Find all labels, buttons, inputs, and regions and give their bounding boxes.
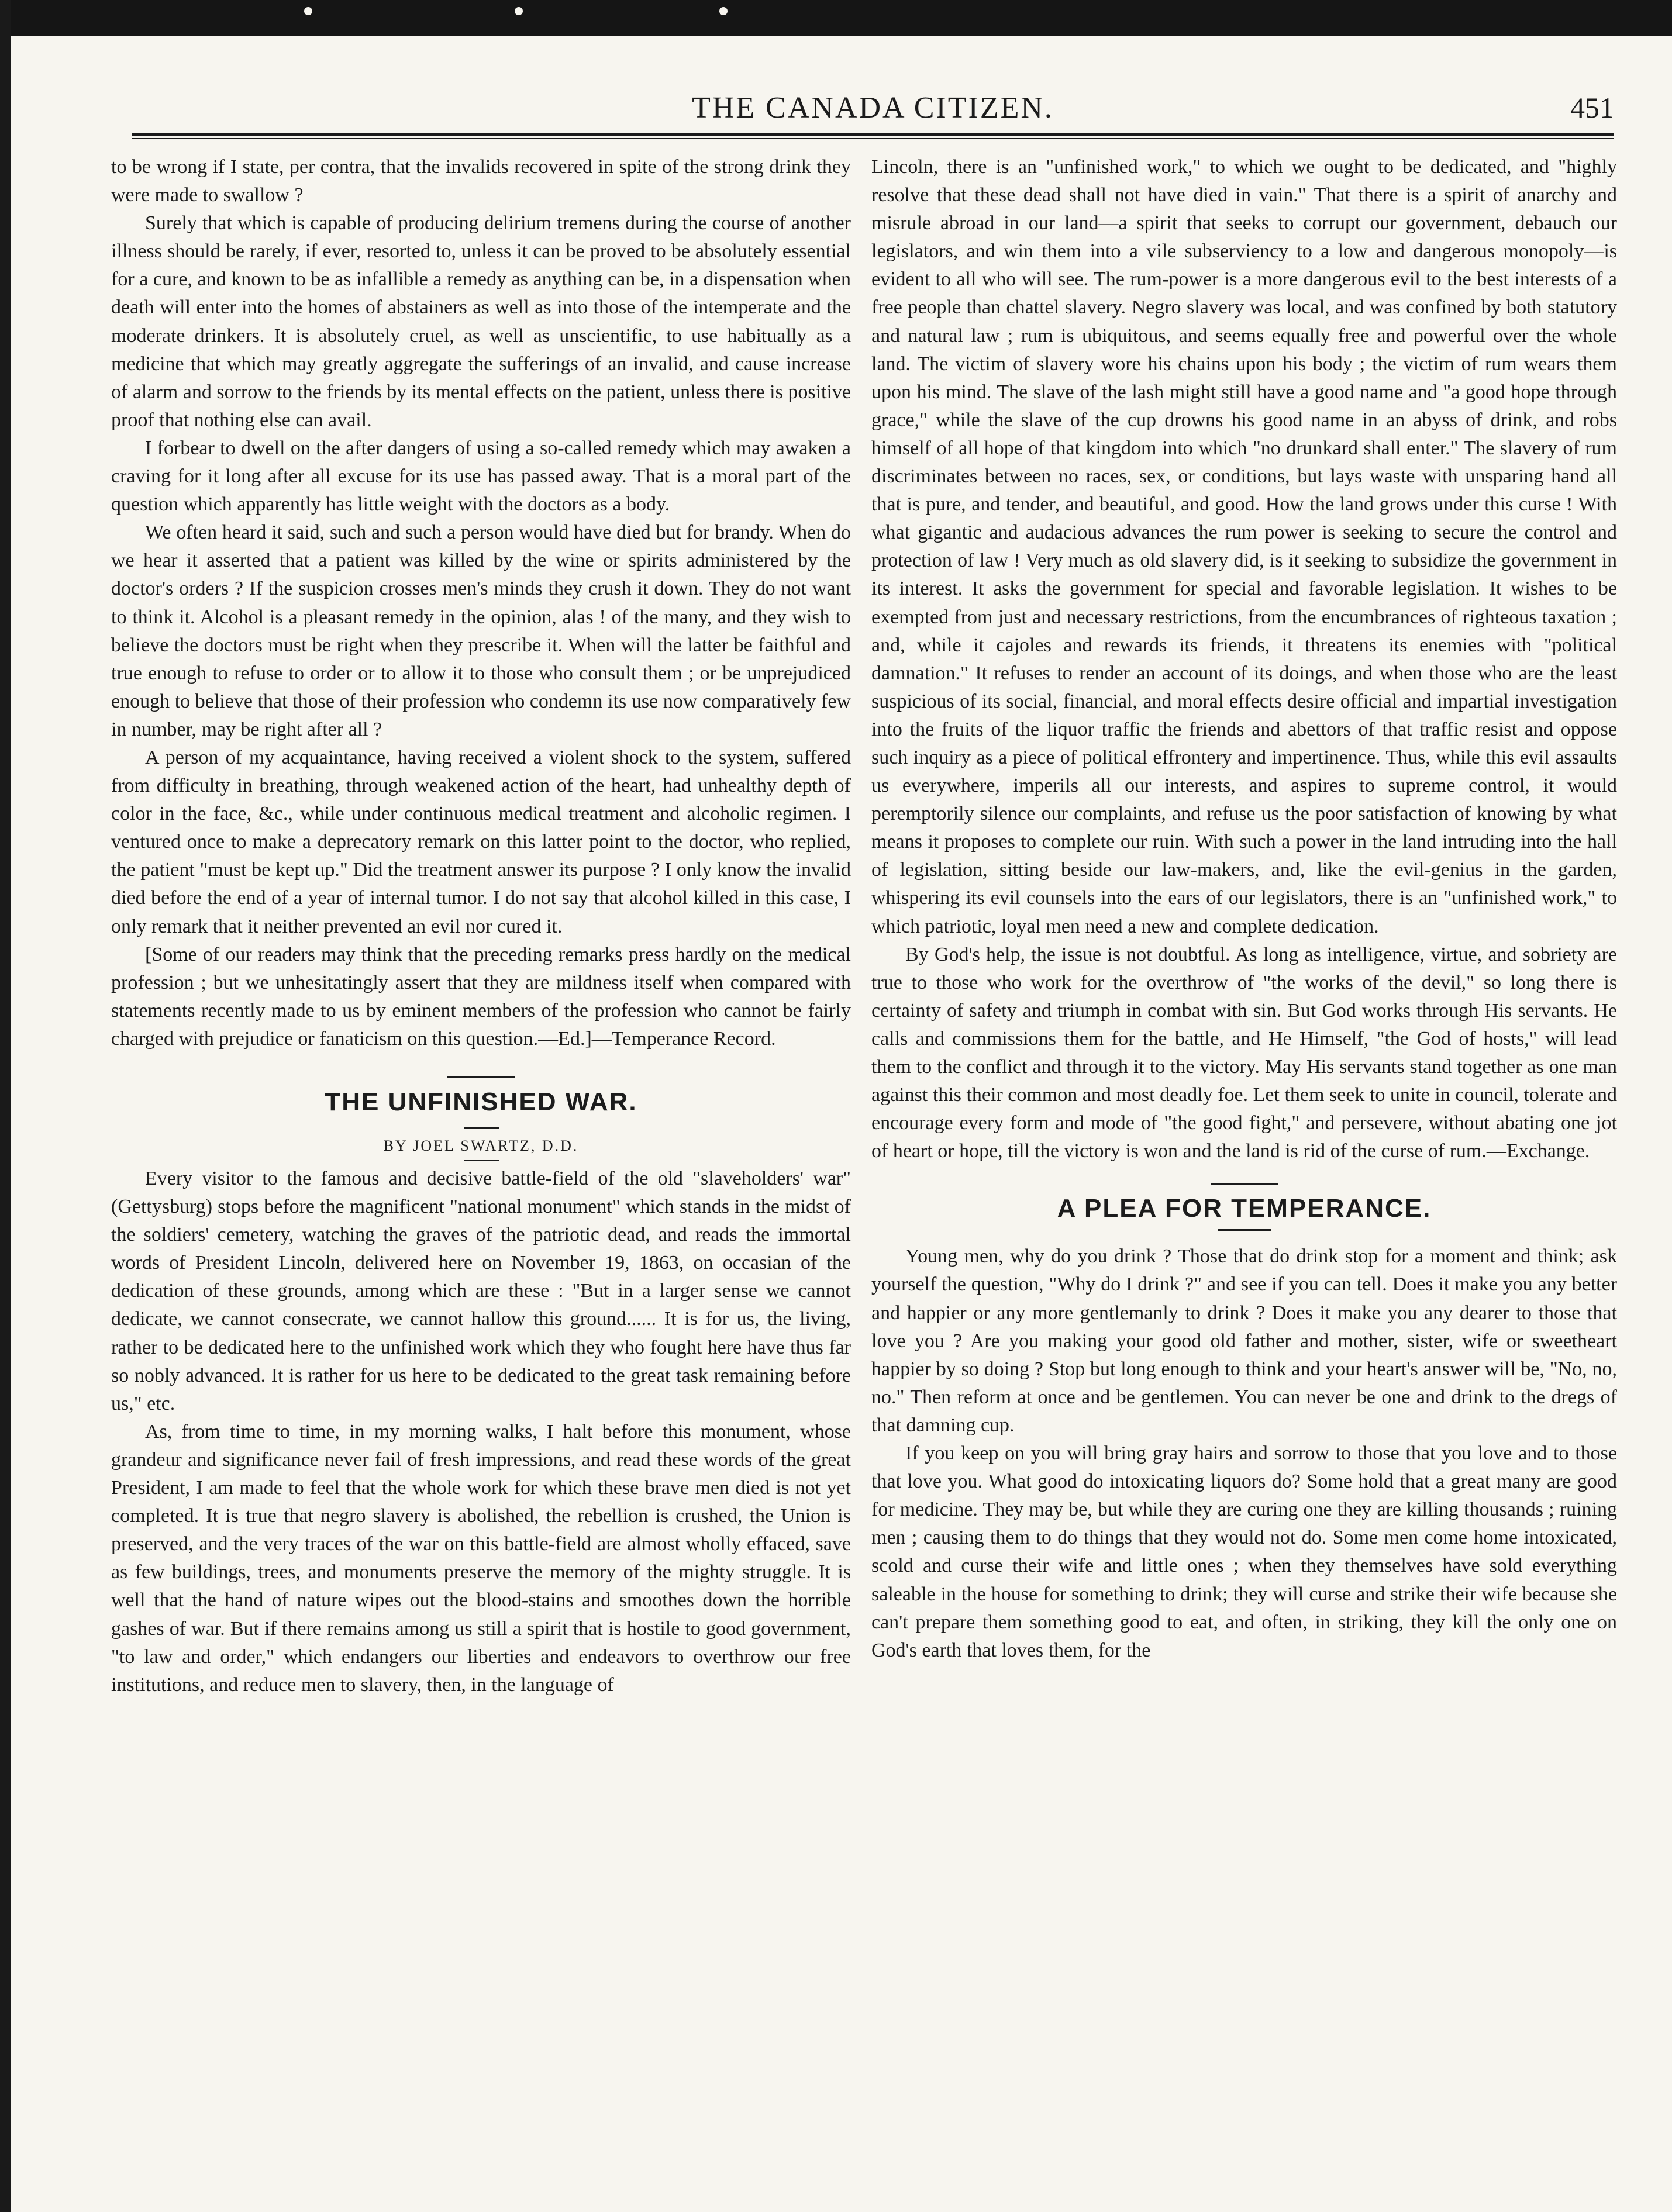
- paragraph: As, from time to time, in my morning walks, I halt before this monument, whose grandeur and significance never fail of fresh impressions, and read these words of the great President, I am made to feel that the whole work for which these brave men died is not yet completed. It is true that negro slavery is abolished, the rebellion is crushed, the Union is preserved, and the very traces of the war on this battle-field are almost wholly effaced, save as few buildings, trees, and monuments preserve the memory of the mighty struggle. It is well that the hand of nature wipes out the blood-stains and smoothes down the horrible gashes of war. But if there remains among us still a spirit that is hostile to good government, "to law and order," which endangers our liberties and endeavors to overthrow our free institutions, and reduce men to slavery, then, in the language of: [111, 1420, 851, 1696]
- paragraph: We often heard it said, such and such a person would have died but for brandy. When do we hear it asserted that a patient was killed by the wine or spirits administered by the doctor's orders ? If the suspicion crosses men's minds they crush it down. They do not want to think it. Alcohol is a pleasant remedy in the opinion, alas ! of the many, and they wish to believe the doctors must be right when they prescribe it. When will the latter be faithful and true enough to refuse to order or to allow it to those who consult them ; or be unprejudiced enough to believe that those of their profession who condemn its use now comparatively few in number, may be right after all ?: [111, 522, 851, 740]
- paragraph: Lincoln, there is an "unfinished work," to which we ought to be dedicated, and "highly resolve that these dead shall not have died in vain." That there is a spirit of anarchy and misrule abroad in our land—a spirit that seeks to corrupt our government, debauch our legislators, and win them into a vile subserviency to a low and dangerous monopoly—is evident to all who will see. The rum-power is a more dangerous evil to the best interests of a free people than chattel slavery. Negro slavery was local, and was confined by both statutory and natural law ; rum is ubiquitous, and seems equally free and powerful over the whole land. The victim of slavery wore his chains upon his body ; the victim of rum wears them upon his mind. The slave of the lash might still have a good name and "a good hope through grace," while the slave of the cup drowns his good name in an abyss of drink, and robs himself of all hope of that kingdom into which "no drunkard shall enter." The slavery of rum discriminates between no races, sex, or conditions, but lays waste with unsparing hand all that is pure, and tender, and beautiful, and good. How the land grows under this curse ! With what gigantic and audacious advances the rum power is seeking to secure the control and protection of law ! Very much as old slavery did, is it seeking to subsidize the government in its interest. It asks the government for special and favorable legislation. It wishes to be exempted from just and necessary restrictions, from the encumbrances of righteous taxation ; and, while it cajoles and rewards its friends, it threatens its enemies with "political damnation." It refuses to render an account of its doings, and when those who are the least suspicious of its social, financial, and moral effects desire official and impartial investigation into the fruits of the liquor traffic the friends and abettors of that traffic resist and oppose such inquiry as a piece of political effrontery and impertinence. Thus, while this evil assaults us everywhere, imperils all our interests, and aspires to supreme control, it would peremptorily silence our complaints, and refuse us the poor satisfaction of knowing by what means it proposes to complete our ruin. With such a power in the land intruding into the hall of legislation, sitting beside our law-makers, and, like the evil-genius in the garden, whispering its evil counsels into the ears of our legislators, there is an "unfinished work," to which patriotic, loyal men need a new and complete dedication.: [871, 156, 1617, 937]
- paragraph: to be wrong if I state, per contra, that the invalids recovered in spite of the strong drink they were made to swallow ?: [111, 156, 851, 206]
- paragraph: Young men, why do you drink ? Those that do drink stop for a moment and think; ask yourself the question, "Why do I drink ?" and see if you can tell. Does it make you any better and happier or any more gentlemanly to drink ? Does it make you any dearer to those that love you ? Are you making your good old father and mother, sister, wife or sweetheart happier by so doing ? Stop but long enough to think and your heart's answer will be, "No, no, no." Then reform at once and be gentlemen. You can never be one and drink to the dregs of that damning cup.: [871, 1245, 1617, 1436]
- article-title: THE UNFINISHED WAR.: [325, 1088, 637, 1116]
- scan-speck: [304, 7, 312, 15]
- article-title: A PLEA FOR TEMPERANCE.: [1057, 1194, 1432, 1223]
- page-number: 451: [1570, 91, 1614, 124]
- divider: [464, 1127, 499, 1129]
- right-column: [871, 153, 1617, 1665]
- page-header: [132, 91, 1614, 132]
- paragraph: A person of my acquaintance, having received a violent shock to the system, suffered from difficulty in breathing, through weakened action of the heart, had unhealthy depth of color in the face, &c., while under continuous medical treatment and alcoholic regimen. I ventured once to make a deprecatory remark on this latter point to the doctor, who replied, the patient "must be kept up." Did the treatment answer its purpose ? I only know the invalid died before the end of a year of internal tumor. I do not say that alcohol killed in this case, I only remark that it neither prevented an evil nor cured it.: [111, 746, 851, 937]
- scan-left-border: [0, 0, 11, 2212]
- paragraph: I forbear to dwell on the after dangers of using a so-called remedy which may awaken a craving for it long after all excuse for its use has passed away. That is a moral part of the question which apparently has little weight with the doctors as a body.: [111, 437, 851, 516]
- paragraph: Surely that which is capable of producing delirium tremens during the course of another illness should be rarely, if ever, resorted to, unless it can be proved to be absolutely essential for a cure, and known to be as infallible a remedy as anything can be, in a dispensation when death will enter into the homes of abstainers as well as into those of the intemperate and the moderate drinkers. It is absolutely cruel, as well as unscientific, to use habitually as a medicine that which may greatly aggregate the sufferings of an invalid, and cause increase of alarm and sorrow to the friends by its mental effects on the patient, unless there is positive proof that nothing else can avail.: [111, 212, 851, 431]
- header-rule-thin: [132, 138, 1614, 139]
- scan-speck: [719, 7, 728, 15]
- left-column: [111, 153, 851, 1699]
- paragraph: By God's help, the issue is not doubtful. As long as intelligence, virtue, and sobriety are true to those who work for the overthrow of "the works of the devil," so long there is certainty of safety and triumph in combat with sin. But God works through His servants. He calls and commissions them for the battle, and He Himself, "the God of hosts," will lead them to the conflict and through it to the victory. May His servants stand together as one man against this their common and most deadly foe. Let them seek to unite in council, tolerate and encourage every form and mode of "the good fight," and persevere, without abating one jot of heart or hope, till the victory is won and the land is rid of the curse of rum.—Exchange.: [871, 943, 1617, 1162]
- header-rule: [132, 133, 1614, 136]
- running-title: THE CANADA CITIZEN.: [692, 91, 1054, 125]
- scan-top-border: [0, 0, 1672, 36]
- scan-speck: [515, 7, 523, 15]
- divider: [1211, 1183, 1278, 1185]
- byline: BY JOEL SWARTZ, D.D.: [383, 1137, 579, 1154]
- paragraph: [Some of our readers may think that the preceding remarks press hardly on the medical profession ; but we unhesitatingly assert that they are mildness itself when compared with statements recently made to us by eminent members of the profession who cannot be fairly charged with prejudice or fanaticism on this question.—Ed.]—Temperance Record.: [111, 943, 851, 1050]
- paragraph: If you keep on you will bring gray hairs and sorrow to those that you love and to those that love you. What good do intoxicating liquors do? Some hold that a great many are good for medicine. They may be, but while they are curing one they are killing thousands ; ruining men ; causing them to do things that they would not do. Some men come home intoxicated, scold and curse their wife and little ones ; when they themselves have sold everything saleable in the house for something to drink; they will curse and strike their wife because she can't prepare them something good to eat, and often, in striking, they kill the only one on God's earth that loves them, for the: [871, 1443, 1617, 1661]
- paragraph: Every visitor to the famous and decisive battle-field of the old "slaveholders' war" (Gettysburg) stops before the magnificent "national monument" which stands in the midst of the soldiers' cemetery, watching the graves of the patriotic dead, and reads the immortal words of President Lincoln, delivered here on November 19, 1863, on occasian of the dedication of these grounds, among which are these : "But in a larger sense we cannot dedicate, we cannot consecrate, we cannot hallow this ground...... It is for us, the living, rather to be dedicated here to the unfinished work which they who fought here have thus far so nobly advanced. It is rather for us here to be dedicated to the great task remaining before us," etc.: [111, 1168, 851, 1414]
- divider: [447, 1076, 515, 1078]
